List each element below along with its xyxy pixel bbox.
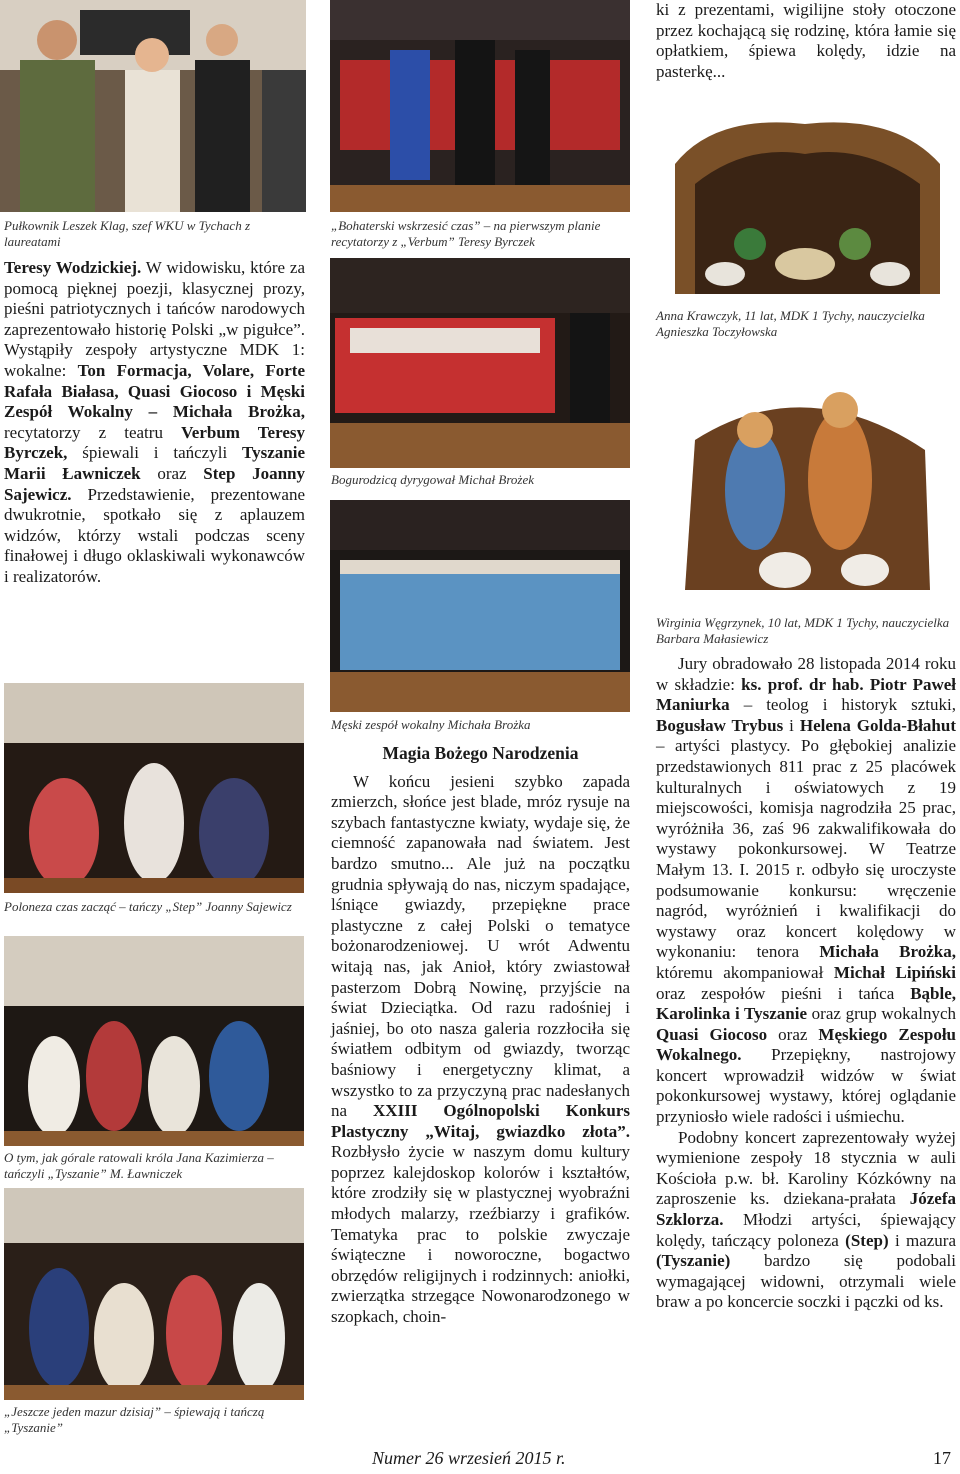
- article-column-1: Teresy Wodzickiej. W widowisku, które za pomocą pięknej poezji, klasycznej prozy, pieśni patriotycznych i tańców narodowych zaprezentowało historię Polski „w pigułce”. Wystąpiły zespoły artystyczne MDK 1: wokalne: Ton Formacja, Volare, Forte Rafała Białasa, Quasi Giocoso i Męski Zespół Wokalny – Michała Brożka, recytatorzy z teatru Verbum Teresy Byrczek, śpiewali i tańczyli Tyszanie Marii Ławniczek oraz Step Joanny Sajewicz. Przedstawienie, prezentowane dwukrotnie, spotkało się z aplauzem widzów, którzy wstali podczas sceny finałowej i długo oklaskiwali wykonawców i realizatorów.: [4, 258, 306, 586]
- photo-male-vocal: [330, 500, 630, 712]
- photo-verbum-reciters: [330, 0, 630, 212]
- article-column-2: Magia Bożego Narodzenia W końcu jesieni szybko zapada zmierzch, słońce jest blade, mróz rysuje na szybach fantastyczne kwiaty, wydaje się, że ciemność zapanowała nad światem. Jest bardzo smutno... Ale już na początku grudnia spływają do nas, niczym spadające, lśniące gwiazdy, przepiękne prace plastyczne z całej Polski o tematyce bożonarodzeniowej. U wrót Adwentu witają nas, jak Anioł, który zwiastował pasterzom Dobrą Nowinę, przyjście na świat Dzieciątka. Od razu radośniej i jaśniej, bo oto nasza galeria rozzłociła się światłem odbitym od gwiazdy, tworząc baśniowy i energetyczny klimat, a wszystko to za przyczyną prac nadesłanych na XXIII Ogólnopolski Konkurs Plastyczny „Witaj, gwiazdko złota”. Rozbłysło życie w naszym domu kultury poprzez kalejdoskop kolorów i kształtów, które zrodziły się w plastycznej wyobraźni młodych malarzy, rzeźbiarzy i grafików. Tematyka prac to polskie zwyczaje świąteczne i noworoczne, bogactwo obrzędów religijnych i rodzinnych: aniołki, zwierzątka strzegące Nowonarodzonego w szopkach, choin-: [331, 743, 631, 1327]
- photo-caption: Bogurodzicą dyrygował Michał Brożek: [331, 472, 535, 487]
- issue-footer: Numer 26 wrzesień 2015 r.: [372, 1448, 566, 1468]
- photo-choir-conductor: [330, 258, 630, 468]
- article-column-3-top: ki z prezentami, wigilijne stoły otoczone przez kochającą się rodzinę, która łamie się opłatkiem, śpiewa kolędy, idzie na pasterkę...: [656, 0, 956, 81]
- photo-caption: Pułkownik Leszek Klag, szef WKU w Tychach z laureatami: [4, 218, 251, 249]
- photo-caption: Wirginia Węgrzynek, 10 lat, MDK 1 Tychy, nauczycielka Barbara Małasiewicz: [656, 615, 950, 646]
- photo-nativity-krawczyk: [655, 104, 955, 304]
- photo-polonaise-step: [4, 683, 304, 893]
- photo-mazurka: [4, 1188, 304, 1400]
- photo-caption: Poloneza czas zacząć – tańczy „Step” Joanny Sajewicz: [4, 899, 292, 914]
- section-heading: Magia Bożego Narodzenia: [382, 743, 579, 763]
- photo-caption: Anna Krawczyk, 11 lat, MDK 1 Tychy, nauczycielka Agnieszka Toczyłowska: [656, 308, 925, 339]
- photo-caption: „Jeszcze jeden mazur dzisiaj” – śpiewają i tańczą „Tyszanie”: [4, 1404, 265, 1435]
- photo-caption: Męski zespół wokalny Michała Brożka: [331, 717, 531, 732]
- article-column-3: Jury obradowało 28 listopada 2014 roku w składzie: ks. prof. dr hab. Piotr Paweł Maniurka – teolog i historyk sztuki, Bogusław Trybus i Helena Golda-Błahut – artyści plastycy. Po głębokiej analizie przedstawionych 811 prac z 25 placówek kulturalnych i oświatowych z 19 miejscowości, komisja nagrodziła 25 prac, wyróżniła 36, zaś 96 zakwalifikowała do wystawy pokonkursowej. W Teatrze Małym 13. I. 2015 r. odbyło się uroczyste podsumowanie konkursu: wręczenie nagród, wyróżnień i kwalifikacji do wystawy oraz koncert kolędowy w wykonaniu: tenora Michała Brożka, któremu akompaniował Michał Lipiński oraz zespołów pieśni i tańca Bąble, Karolinka i Tyszanie oraz grup wokalnych Quasi Giocoso oraz Męskiego Zespołu Wokalnego. Przepiękny, nastrojowy koncert wprowadził widzów w świat pokonkursowej wystawy, której oglądanie przyniosło wiele radości i uśmiechu. Podobny koncert zaprezentowały wyżej wymienione zespoły 18 stycznia w auli Kościoła p.w. bł. Karoliny Kózkówny na zaproszenie ks. dziekana-prałata Józefa Szklorza. Młodzi artyści, śpiewający kolędy, tańczący poloneza (Step) i mazura (Tyszanie) bardzo się podobali wymagającej widowni, otrzymali wiele braw a po koncercie soczki i pączki od ks.: [656, 654, 957, 1312]
- page-number: 17: [933, 1448, 951, 1468]
- photo-caption: O tym, jak górale ratowali króla Jana Kazimierza – tańczyli „Tyszanie” M. Ławniczek: [4, 1150, 274, 1181]
- text-bold: Teresy Wodzickiej.: [4, 258, 142, 277]
- photo-nativity-wegrzynek: [655, 350, 955, 606]
- photo-colonel-laureates: [0, 0, 306, 212]
- photo-highlanders: [4, 936, 304, 1146]
- photo-caption: „Bohaterski wskrzesić czas” – na pierwszym planie recytatorzy z „Verbum” Teresy Byrczek: [331, 218, 601, 249]
